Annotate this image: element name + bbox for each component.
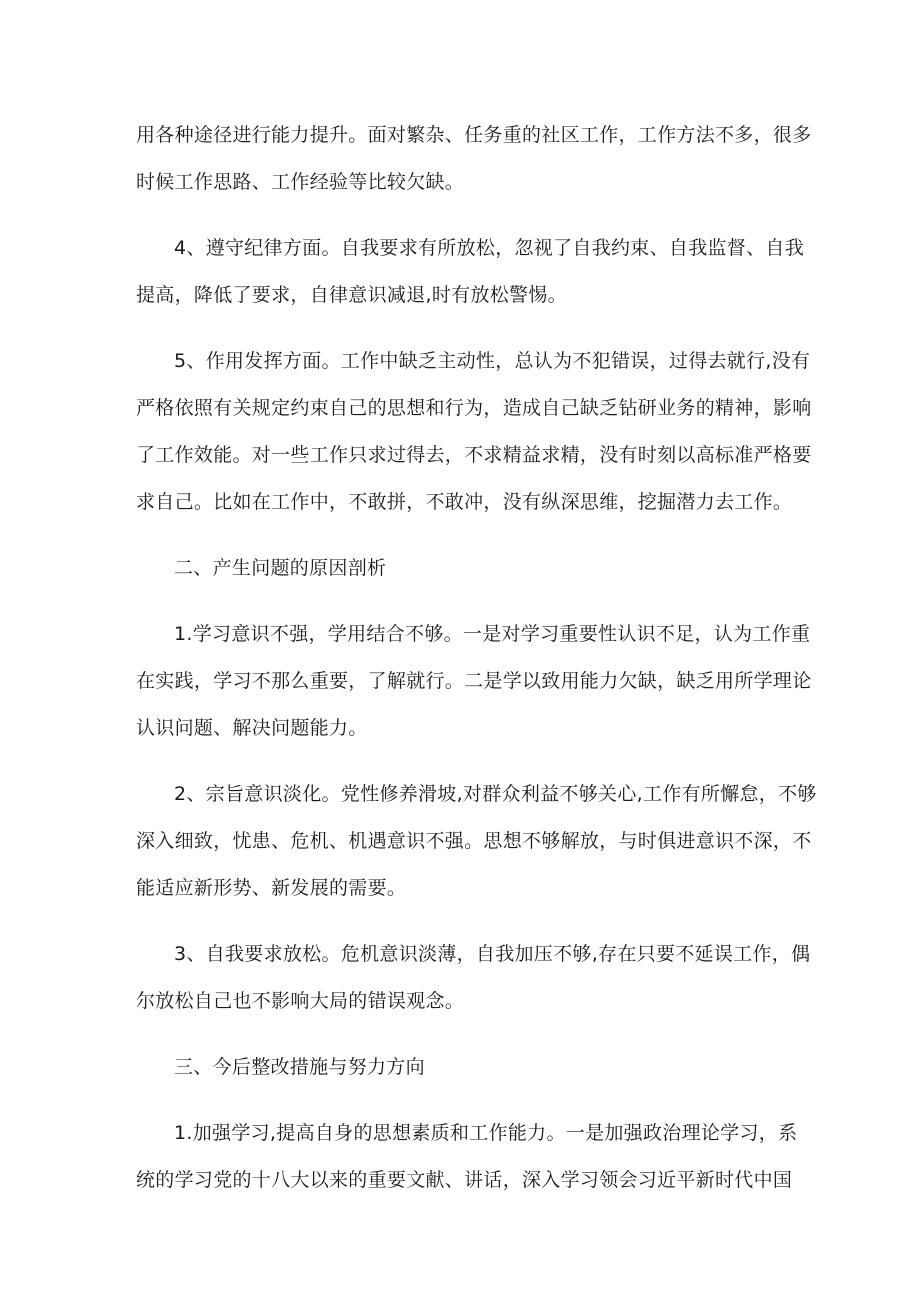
paragraph-purpose [136,771,817,912]
text-line: 在实践，学习不那么重要，了解就行。二是学以致用能力欠缺，缺乏用所学理论 [136,670,812,692]
text-line: 严格依照有关规定约束自己的思想和行为，造成自己缺乏钻研业务的精神，影响 [136,397,812,419]
text-line: 2、宗旨意识淡化。党性修养滑坡,对群众利益不够关心,工作有所懈怠，不够 [174,783,817,805]
text-line: 求自己。比如在工作中，不敢拼，不敢冲，没有纵深思维，挖掘潜力去工作。 [136,491,793,513]
text-line: 二、产生问题的原因剖析 [174,557,387,579]
text-line: 提高，降低了要求，自律意识减退,时有放松警惕。 [136,284,567,306]
document-body [136,112,817,1223]
paragraph-strengthen-learning [136,1110,798,1204]
paragraph-role [136,338,812,526]
text-line: 统的学习党的十八大以来的重要文献、讲话，深入学习领会习近平新时代中国 [136,1169,793,1191]
text-line: 用各种途径进行能力提升。面对繁杂、任务重的社区工作，工作方法不多，很多 [136,124,812,146]
text-line: 了工作效能。对一些工作只求过得去，不求精益求精，没有时刻以高标准严格要 [136,444,812,466]
text-line: 时候工作思路、工作经验等比较欠缺。 [136,171,465,193]
text-line: 3、自我要求放松。危机意识淡薄，自我加压不够,存在只要不延误工作，偶 [174,943,811,965]
text-line: 1.学习意识不强，学用结合不够。一是对学习重要性认识不足，认为工作重 [174,623,811,645]
text-line: 5、作用发挥方面。工作中缺乏主动性，总认为不犯错误，过得去就行,没有 [174,350,811,372]
text-line: 能适应新形势、新发展的需要。 [136,877,407,899]
paragraph-continuation [136,112,812,206]
text-line: 1.加强学习,提高自身的思想素质和工作能力。一是加强政治理论学习，系 [174,1122,798,1144]
paragraph-discipline [136,225,804,319]
text-line: 4、遵守纪律方面。自我要求有所放松，忽视了自我约束、自我监督、自我 [174,237,804,259]
section-heading-measures [136,1044,786,1091]
section-heading-causes [136,545,786,592]
paragraph-self-requirement [136,931,811,1025]
text-line: 认识问题、解决问题能力。 [136,717,368,739]
text-line: 深入细致，忧患、危机、机遇意识不强。思想不够解放，与时俱进意识不深，不 [136,830,812,852]
text-line: 三、今后整改措施与努力方向 [174,1056,425,1078]
paragraph-learning [136,611,812,752]
text-line: 尔放松自己也不影响大局的错误观念。 [136,990,465,1012]
